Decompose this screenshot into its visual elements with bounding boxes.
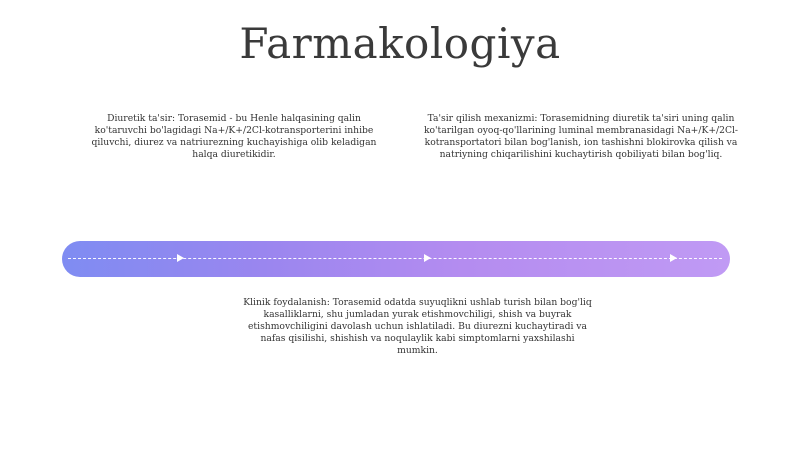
timeline-dashed-line [68,258,722,259]
text-block-clinical-use: Klinik foydalanish: Torasemid odatda suyuqlikni ushlab turish bilan bog'liq kasalliklarni, shu jumladan yurak etishmovchiligi, shish va buyrak etishmovchiligini davolash uchun ishlatiladi. Bu diurezni kuchaytiradi va nafas qisilishi, shishish va noqulaylik kabi simptomlarni yaxshilashi mumkin. [243,297,592,356]
text-block-diuretic-effect: Diuretik ta'sir: Torasemid - bu Henle halqasining qalin ko'taruvchi bo'lagidagi Na+/K+/2Cl-kotransporterini inhibe qiluvchi, diurez va natriurezning kuchayishiga olib keladigan halqa diuretikidir. [91,113,377,160]
arrow-right-icon [670,254,677,262]
timeline-bar [62,241,730,277]
arrow-right-icon [177,254,184,262]
slide-title: Farmakologiya [239,19,561,68]
arrow-right-icon [424,254,431,262]
text-block-mechanism: Ta'sir qilish mexanizmi: Torasemidning diuretik ta'siri uning qalin ko'tarilgan oyoq-qo'llarining luminal membranasidagi Na+/K+/2Cl-kotransportatori bilan bog'lanish, ion tashishni blokirovka qilish va natriyning chiqarilishini kuchaytirish qobiliyati bilan bog'liq. [423,113,739,160]
